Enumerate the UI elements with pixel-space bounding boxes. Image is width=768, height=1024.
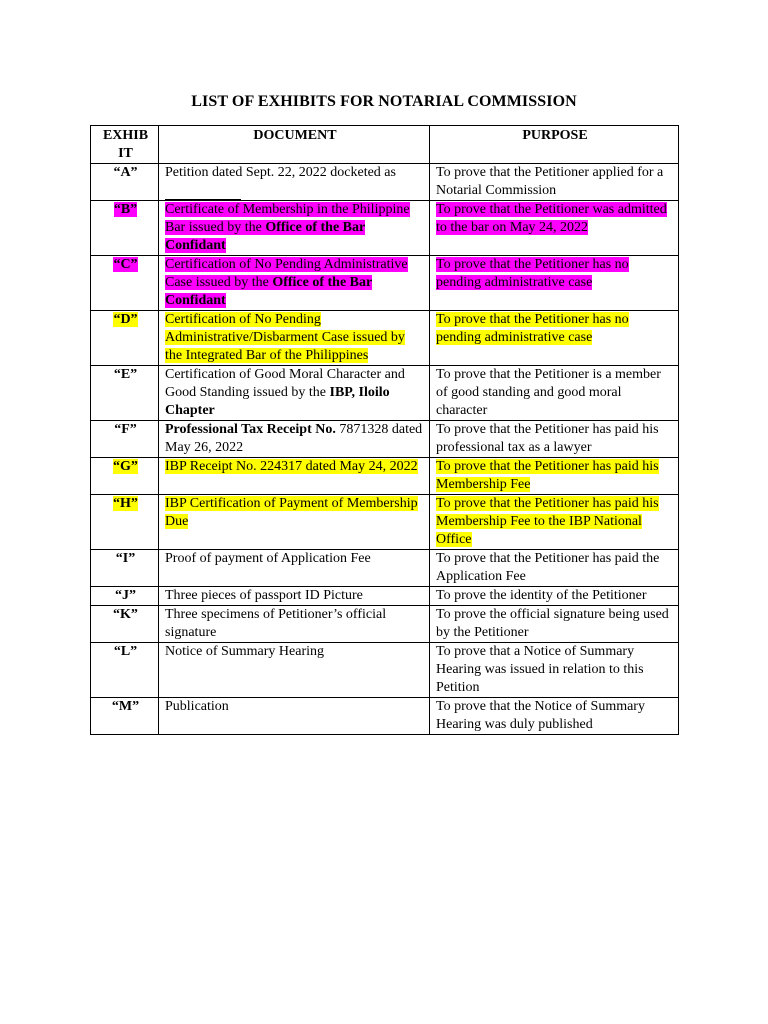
purpose-text: To prove that the Petitioner is a member of good standing and good moral character [436,367,661,418]
exhibit-cell [91,311,159,366]
document-text: Publication [165,699,229,714]
purpose-cell [430,606,679,643]
exhibit-label: “G” [113,459,138,474]
purpose-text: To prove the official signature being used by the Petitioner [436,607,669,640]
purpose-cell [430,311,679,366]
exhibit-label: “K” [113,607,138,622]
docket-blank-line [165,184,241,200]
document-text: Three specimens of Petitioner’s official signature [165,607,387,640]
table-row [91,606,679,643]
table-row [91,495,679,550]
purpose-text: To prove that the Petitioner was admitted to the bar on May 24, 2022 [436,202,667,235]
document-text: Proof of payment of Application Fee [165,551,371,566]
table-row [91,550,679,587]
exhibit-label: “D” [113,312,138,327]
exhibit-label: “B” [113,202,138,217]
purpose-cell [430,643,679,698]
purpose-cell [430,495,679,550]
document-cell [159,201,430,256]
document-text: Certificate of Membership in the Philippine Bar issued by the [165,202,410,235]
page-title: LIST OF EXHIBITS FOR NOTARIAL COMMISSION [191,93,577,110]
table-row [91,256,679,311]
exhibit-cell [91,643,159,698]
exhibit-label: “L” [113,644,138,659]
document-cell [159,421,430,458]
purpose-cell [430,587,679,606]
document-text: Certification of No Pending Administrative Case issued by the [165,257,408,290]
table-row [91,201,679,256]
exhibit-cell [91,421,159,458]
table-row [91,643,679,698]
purpose-text: To prove that the Petitioner has paid the Application Fee [436,551,660,584]
document-text: IBP Receipt No. 224317 dated May 24, 2022 [165,459,418,474]
purpose-text: To prove that the Petitioner has no pending administrative case [436,312,629,345]
exhibit-label: “J” [115,588,136,603]
document-cell [159,164,430,201]
exhibit-label: “M” [111,699,140,714]
purpose-text: To prove that the Petitioner applied for a Notarial Commission [436,165,664,198]
exhibit-label: “F” [114,422,137,437]
purpose-cell [430,550,679,587]
document-text: Three pieces of passport ID Picture [165,588,363,603]
purpose-cell [430,201,679,256]
exhibit-label: “A” [113,165,138,180]
exhibit-label: “C” [113,257,138,272]
table-row [91,366,679,421]
document-text: Certification of No Pending Administrative/Disbarment Case issued by the Integrated Bar of the Philippines [165,312,405,363]
document-text: Office of the Bar Confidant [165,220,366,253]
exhibit-cell [91,550,159,587]
exhibit-cell [91,587,159,606]
purpose-cell [430,164,679,201]
header-exhibit: EXHIB IT [91,126,159,164]
exhibit-cell [91,201,159,256]
exhibit-cell [91,164,159,201]
purpose-cell [430,256,679,311]
table-header-row [91,126,679,164]
exhibit-cell [91,458,159,495]
purpose-text: To prove that the Petitioner has paid his Membership Fee to the IBP National Office [436,496,659,547]
table-row [91,698,679,735]
purpose-cell [430,698,679,735]
document-text: Certification of Good Moral Character and Good Standing issued by the [165,367,405,400]
purpose-text: To prove that the Petitioner has paid his professional tax as a lawyer [436,422,659,455]
document-text: Notice of Summary Hearing [165,644,325,659]
purpose-text: To prove that the Petitioner has paid his Membership Fee [436,459,659,492]
table-row [91,458,679,495]
header-purpose: PURPOSE [430,126,679,164]
table-row [91,587,679,606]
document-text: IBP Certification of Payment of Membership Due [165,496,418,529]
document-cell [159,458,430,495]
purpose-text: To prove that a Notice of Summary Hearing was issued in relation to this Petition [436,644,644,695]
document-cell [159,495,430,550]
exhibit-label: “E” [113,367,138,382]
table-row [91,421,679,458]
document-cell [159,256,430,311]
exhibit-cell [91,698,159,735]
purpose-text: To prove that the Notice of Summary Hearing was duly published [436,699,645,732]
document-text: Professional Tax Receipt No. [165,422,336,437]
purpose-cell [430,366,679,421]
document-cell [159,311,430,366]
document-cell [159,587,430,606]
exhibit-label: “I” [115,551,136,566]
table-row [91,311,679,366]
document-cell [159,698,430,735]
document-text: 7871328 dated May 26, 2022 [165,422,423,455]
exhibit-cell [91,366,159,421]
document-cell [159,366,430,421]
document-text: Petition dated Sept. 22, 2022 docketed as [165,165,396,180]
document-cell [159,550,430,587]
document-text: IBP, Iloilo Chapter [165,385,390,418]
purpose-cell [430,458,679,495]
document-text: Office of the Bar Confidant [165,275,373,308]
table-body [91,164,679,735]
header-document: DOCUMENT [159,126,430,164]
document-cell [159,606,430,643]
exhibit-cell [91,606,159,643]
exhibit-cell [91,256,159,311]
table-row [91,164,679,201]
exhibit-cell [91,495,159,550]
purpose-text: To prove the identity of the Petitioner [436,588,647,603]
document-cell [159,643,430,698]
exhibit-label: “H” [113,496,138,511]
purpose-cell [430,421,679,458]
exhibits-table [90,125,679,735]
purpose-text: To prove that the Petitioner has no pending administrative case [436,257,629,290]
